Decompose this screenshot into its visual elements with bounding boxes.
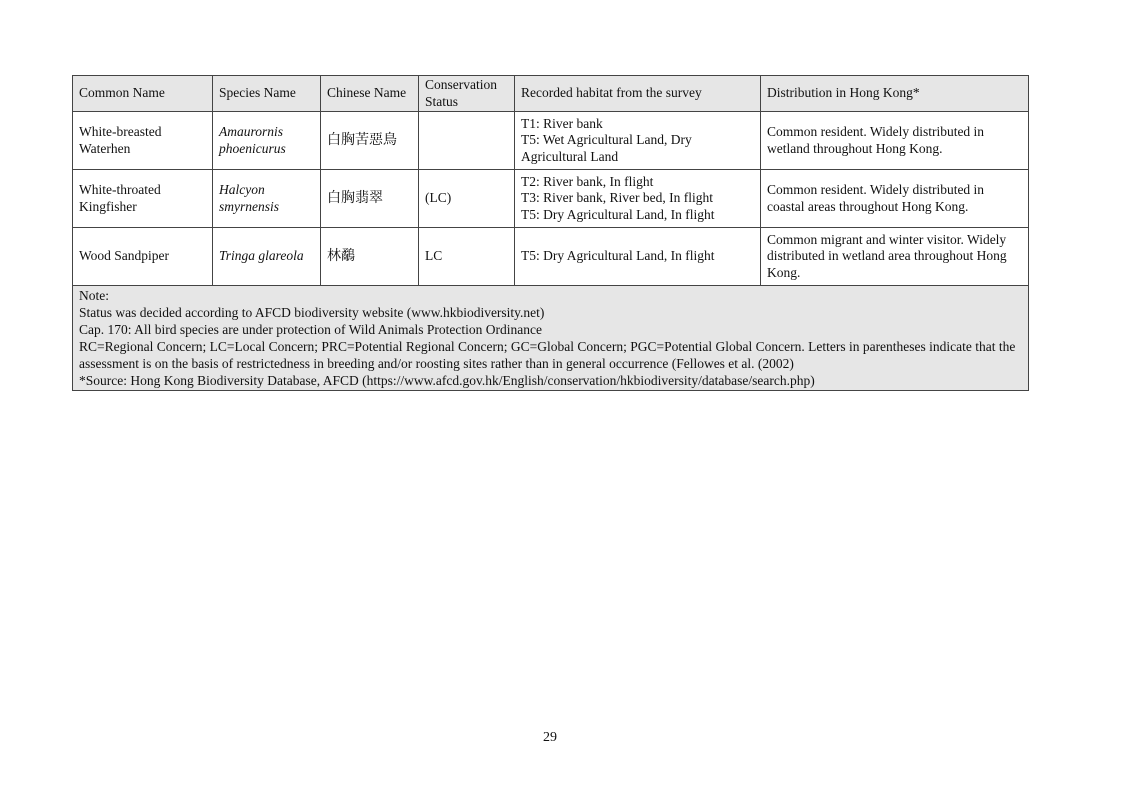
header-conservation-status: Conservation Status (419, 76, 515, 112)
table-row (73, 170, 1029, 228)
common-name-cell: Wood Sandpiper (73, 228, 213, 286)
chinese-name-cell: 林鷸 (321, 228, 419, 286)
common-name-cell: White-breasted Waterhen (73, 112, 213, 170)
habitat-line: T5: Wet Agricultural Land, Dry Agricultural Land (521, 132, 692, 164)
table-row (73, 228, 1029, 286)
conservation-status-cell: LC (419, 228, 515, 286)
distribution-cell: Common migrant and winter visitor. Widely distributed in wetland area throughout Hong Kong. (761, 228, 1029, 286)
table-header-row (73, 76, 1029, 112)
species-name-cell: Halcyon smyrnensis (213, 170, 321, 228)
species-name-cell: Tringa glareola (213, 228, 321, 286)
table-notes (73, 286, 1029, 391)
habitat-cell (515, 170, 761, 228)
header-recorded-habitat: Recorded habitat from the survey (515, 76, 761, 112)
header-species-name: Species Name (213, 76, 321, 112)
header-distribution: Distribution in Hong Kong* (761, 76, 1029, 112)
habitat-line: T1: River bank (521, 115, 603, 131)
conservation-status-cell: (LC) (419, 170, 515, 228)
distribution-cell: Common resident. Widely distributed in wetland throughout Hong Kong. (761, 112, 1029, 170)
conservation-status-cell (419, 112, 515, 170)
habitat-line: T2: River bank, In flight (521, 173, 654, 189)
distribution-cell: Common resident. Widely distributed in coastal areas throughout Hong Kong. (761, 170, 1029, 228)
note-line: Status was decided according to AFCD biodiversity website (www.hkbiodiversity.net) (79, 305, 545, 320)
note-heading: Note: (79, 288, 109, 303)
table-notes-row (73, 286, 1029, 391)
bird-species-table (72, 75, 1029, 391)
note-line: *Source: Hong Kong Biodiversity Database, AFCD (https://www.afcd.gov.hk/English/conservation/hkbiodiversity/database/search.php) (79, 373, 815, 388)
species-name-cell: Amaurornis phoenicurus (213, 112, 321, 170)
common-name-cell: White-throated Kingfisher (73, 170, 213, 228)
table-row (73, 112, 1029, 170)
header-common-name: Common Name (73, 76, 213, 112)
habitat-line: T3: River bank, River bed, In flight (521, 190, 713, 206)
chinese-name-cell: 白胸翡翠 (321, 170, 419, 228)
note-line: Cap. 170: All bird species are under protection of Wild Animals Protection Ordinance (79, 322, 542, 337)
page-number: 29 (543, 730, 557, 745)
note-line: RC=Regional Concern; LC=Local Concern; PRC=Potential Regional Concern; GC=Global Concern; PGC=Potential Global Concern. Letters in parentheses indicate that the assessment is on the basis of restrictedness in breeding and/or roosting sites rather than in general occurrence (Fellowes et al. (2002) (79, 339, 1016, 371)
habitat-line: T5: Dry Agricultural Land, In flight (521, 248, 715, 264)
chinese-name-cell: 白胸苦惡鳥 (321, 112, 419, 170)
habitat-line: T5: Dry Agricultural Land, In flight (521, 206, 715, 222)
header-chinese-name: Chinese Name (321, 76, 419, 112)
habitat-cell (515, 112, 761, 170)
habitat-cell (515, 228, 761, 286)
